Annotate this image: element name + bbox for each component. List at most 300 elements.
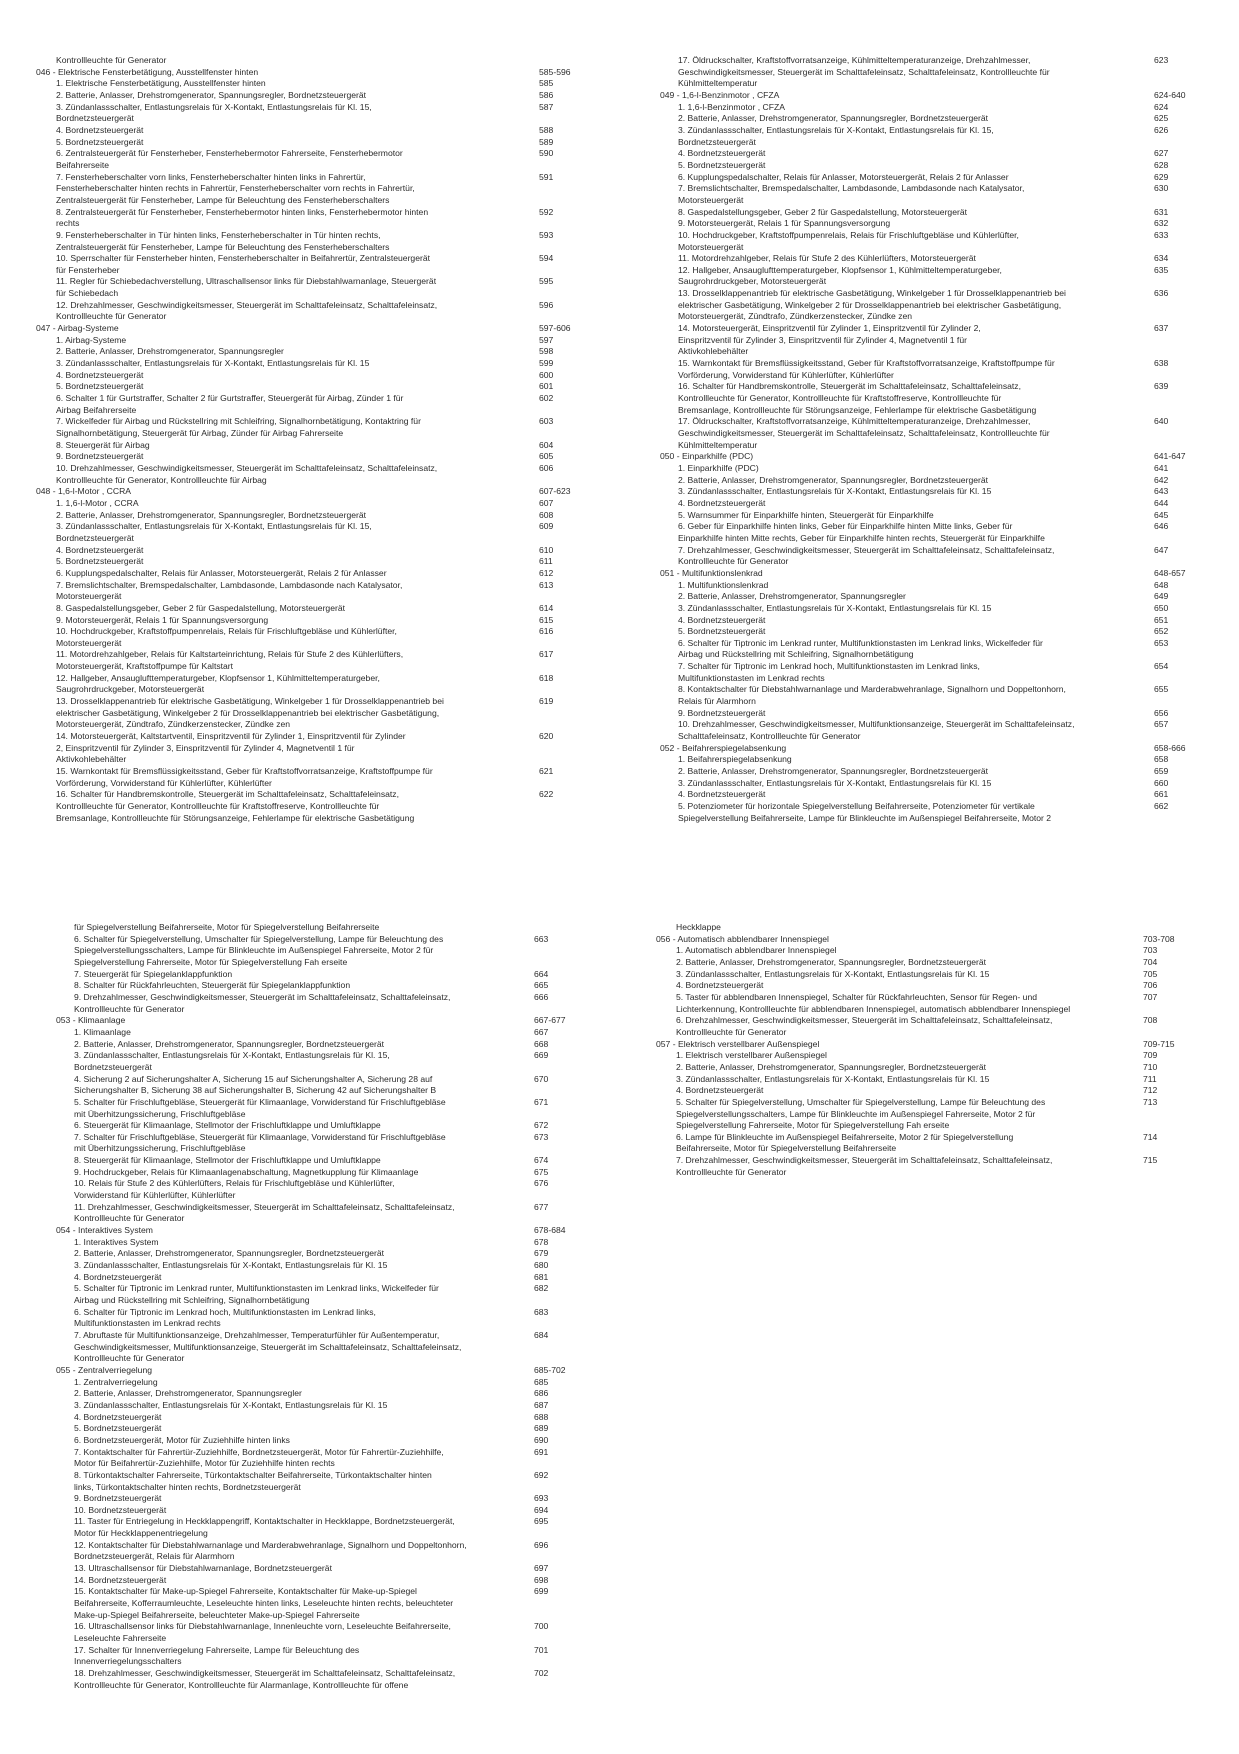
toc-entry (0, 1307, 620, 1319)
toc-entry-continuation (0, 649, 1239, 661)
toc-page-number: 641-647 (1154, 451, 1186, 462)
toc-entry (0, 125, 1239, 137)
toc-entry-title: 13. Drosselklappenantrieb für elektrische Gasbetätigung, Winkelgeber 1 für Drosselklappenantrieb bei (678, 288, 1066, 299)
toc-page-number: 662 (1154, 801, 1169, 811)
toc-page-number: 657 (1154, 719, 1169, 730)
toc-entry-title: Motorsteuergerät (678, 241, 744, 252)
toc-entry-title: 049 - 1,6-l-Benzinmotor , CFZA (660, 89, 780, 100)
toc-page-number: 699 (534, 1586, 549, 1597)
toc-entry (0, 1283, 620, 1295)
toc-entry (0, 1540, 620, 1552)
toc-page-number: 644 (1154, 497, 1169, 508)
toc-entry (0, 603, 1239, 615)
toc-page-number: 683 (534, 1306, 549, 1317)
toc-entry-title: Airbag Beifahrerseite (56, 404, 137, 415)
toc-entry-title: 8. Schalter für Rückfahrleuchten, Steuergerät für Spiegelanklappfunktion (74, 980, 351, 991)
toc-page-number: 636 (1154, 288, 1169, 299)
toc-entry (0, 1248, 620, 1260)
toc-entry-title: Kontrollleuchte für Generator (676, 1026, 787, 1037)
toc-page-number: 626 (1154, 124, 1169, 135)
toc-entry (0, 230, 1239, 242)
toc-entry-title: Bremsanlage, Kontrollleuchte für Störungsanzeige, Fehlerlampe für elektrische Gasbetätigung (678, 404, 1037, 415)
toc-entry-title: 4. Bordnetzsteuergerät (678, 497, 766, 508)
toc-entry-title: 1. Klimaanlage (74, 1026, 131, 1037)
toc-entry (0, 486, 1239, 498)
toc-entry-title: 17. Schalter für Innenverriegelung Fahrerseite, Lampe für Beleuchtung des (74, 1644, 360, 1655)
toc-entry-title: 4. Bordnetzsteuergerät (56, 369, 144, 380)
toc-page-number: 694 (534, 1504, 549, 1515)
toc-page-number: 592 (539, 206, 554, 217)
toc-entry-title: Multifunktionstasten im Lenkrad rechts (678, 672, 825, 683)
toc-page-number: 686 (534, 1388, 549, 1399)
toc-entry-title: rechts (56, 218, 80, 229)
toc-entry-title: 7. Wickelfeder für Airbag und Rückstellring mit Schleifring, Signalhornbetätigung, Kontaktring für (56, 416, 421, 427)
toc-page-number: 696 (534, 1539, 549, 1550)
toc-page-number: 688 (534, 1411, 549, 1422)
toc-entry-title: 4. Bordnetzsteuergerät (678, 148, 766, 159)
toc-entry-continuation (0, 922, 1239, 934)
toc-entry-title: 2. Batterie, Anlasser, Drehstromgenerator, Spannungsregler (74, 1388, 302, 1399)
toc-entry-title: 10. Bordnetzsteuergerät (74, 1504, 167, 1515)
toc-entry-continuation (0, 556, 1239, 568)
toc-entry (0, 1645, 620, 1657)
toc-page-number: 708 (1143, 1015, 1158, 1026)
toc-entry-title: 16. Schalter für Handbremskontrolle, Steuergerät im Schalttafeleinsatz, Schalttafeleinsatz, (56, 789, 399, 800)
toc-entry-title: 18. Drehzahlmesser, Geschwindigkeitsmesser, Steuergerät im Schalttafeleinsatz, Schalttafeleinsatz, (74, 1668, 456, 1678)
toc-page-number: 614 (539, 602, 554, 613)
toc-entry-title: Fensterheberschalter hinten rechts in Fahrertür, Fensterheberschalter vorn rechts in Fahrertür, (56, 183, 415, 194)
toc-page-number: 603 (539, 416, 554, 427)
toc-page-number: 692 (534, 1469, 549, 1480)
toc-entry-title: 8. Steuergerät für Airbag (56, 439, 150, 450)
toc-entry-continuation (0, 335, 1239, 347)
toc-entry (0, 1412, 620, 1424)
toc-entry-title: Motorsteuergerät (56, 591, 122, 602)
toc-entry-continuation (0, 1353, 620, 1365)
toc-page-number: 651 (1154, 614, 1169, 625)
toc-page-number: 676 (534, 1178, 549, 1189)
toc-page-number: 707 (1143, 991, 1158, 1002)
toc-entry-continuation (0, 1458, 620, 1470)
toc-entry-title: 3. Zündanlassschalter, Entlastungsrelais für X-Kontakt, Entlastungsrelais für Kl. 15 (678, 777, 992, 788)
toc-page-number: 652 (1154, 626, 1169, 637)
toc-entry-title: 17. Öldruckschalter, Kraftstoffvorratsanzeige, Kühlmitteltemperaturanzeige, Drehzahlmesser, (678, 55, 1031, 65)
toc-page-number: 675 (534, 1166, 549, 1177)
toc-entry-title: Kontrollleuchte für Generator (676, 1166, 787, 1177)
toc-page-number: 658-666 (1154, 742, 1186, 753)
toc-entry (0, 323, 1239, 335)
toc-entry-title: 2. Batterie, Anlasser, Drehstromgenerator, Spannungsregler, Bordnetzsteuergerät (678, 766, 989, 777)
toc-entry-title: Einspritzventil für Zylinder 3, Einspritzventil für Zylinder 4, Magnetventil 1 für (678, 334, 967, 345)
toc-entry-title: Spiegelverstellung Fahrerseite, Motor für Spiegelverstellung Fah erseite (676, 1120, 950, 1131)
toc-page-number: 595 (539, 276, 554, 287)
toc-entry-title: 12. Kontaktschalter für Diebstahlwarnanlage und Marderabwehranlage, Signalhorn und Doppeltonhorn, (74, 1539, 467, 1550)
toc-entry-title: Signalhornbetätigung, Steuergerät für Airbag, Zünder für Airbag Fahrerseite (56, 428, 344, 438)
toc-page-number: 646 (1154, 521, 1169, 532)
toc-page-number: 622 (539, 789, 554, 800)
toc-entry (0, 684, 1239, 696)
toc-page-number: 630 (1154, 183, 1169, 194)
toc-page-number: 596 (539, 299, 554, 310)
toc-page-number: 613 (539, 579, 554, 590)
toc-page-number: 602 (539, 393, 554, 404)
toc-entry-title: 7. Schalter für Frischluftgebläse, Steuergerät für Klimaanlage, Vorwiderstand für Frischluftgebläse (74, 1131, 446, 1142)
toc-page-number: 661 (1154, 789, 1169, 800)
toc-entry-title: Multifunktionstasten im Lenkrad rechts (74, 1318, 221, 1329)
toc-entry-title: 6. Drehzahlmesser, Geschwindigkeitsmesser, Steuergerät im Schalttafeleinsatz, Schalttafeleinsatz, (676, 1015, 1053, 1026)
toc-entry-title: 10. Hochdruckgeber, Kraftstoffpumpenrelais, Relais für Frischluftgebläse und Kühlerlüfter, (678, 229, 1019, 240)
toc-entry-continuation (0, 67, 1239, 79)
toc-entry-title: 9. Motorsteuergerät, Relais 1 für Spannungsversorgung (678, 218, 891, 229)
toc-entry-continuation (0, 1633, 620, 1645)
toc-entry-continuation (0, 311, 1239, 323)
toc-entry-title: 3. Zündanlassschalter, Entlastungsrelais für X-Kontakt, Entlastungsrelais für Kl. 15 (678, 486, 992, 497)
toc-entry-title: Kontrollleuchte für Generator (74, 1353, 185, 1364)
toc-entry-title: 052 - Beifahrerspiegelabsenkung (660, 742, 787, 753)
toc-section-heading (0, 1039, 1239, 1051)
toc-page-number: 601 (539, 381, 554, 392)
toc-entry-continuation (0, 813, 1239, 825)
toc-entry (0, 510, 1239, 522)
toc-entry (0, 1516, 620, 1528)
toc-entry-title: 6. Kupplungspedalschalter, Relais für Anlasser, Motorsteuergerät, Relais 2 für Anlasser (678, 171, 1009, 182)
toc-entry-continuation (0, 1680, 620, 1692)
toc-entry-title: 11. Drehzahlmesser, Geschwindigkeitsmesser, Steuergerät im Schalttafeleinsatz, Schalttafeleinsatz, (74, 1201, 455, 1212)
toc-page-number: 597 (539, 334, 554, 345)
toc-entry-title: 7. Schalter für Tiptronic im Lenkrad hoch, Multifunktionstasten im Lenkrad links, (678, 661, 980, 672)
toc-page-number: 682 (534, 1283, 549, 1294)
toc-entry (0, 1435, 620, 1447)
toc-entry (0, 265, 1239, 277)
toc-page-number: 698 (534, 1574, 549, 1585)
toc-entry-continuation (0, 1295, 620, 1307)
toc-entry-continuation (0, 393, 1239, 405)
toc-entry-title: 2, Einspritzventil für Zylinder 3, Einspritzventil für Zylinder 4, Magnetventil 1 für (56, 742, 355, 753)
toc-entry-title: 11. Motordrehzahlgeber, Relais für Stufe 2 des Kühlerlüfters, Motorsteuergerät (678, 253, 976, 264)
toc-page-number: 588 (539, 124, 554, 135)
toc-entry-title: Vorwiderstand für Kühlerlüfter, Kühlerlüfter (74, 1190, 236, 1201)
toc-entry-title: links, Türkontaktschalter hinten rechts, Bordnetzsteuergerät (74, 1481, 301, 1492)
toc-entry-title: 10. Relais für Stufe 2 des Kühlerlüfters, Relais für Frischluftgebläse und Kühlerlüfter, (74, 1178, 395, 1189)
toc-page-number: 711 (1143, 1073, 1157, 1084)
toc-entry-title: 7. Bremslichtschalter, Bremspedalschalter, Lambdasonde, Lambdasonde nach Katalysator, (678, 183, 1025, 194)
toc-entry (0, 1015, 1239, 1027)
toc-entry-continuation (0, 1482, 620, 1494)
toc-entry-title: 11. Motordrehzahlgeber, Relais für Kaltstarteinrichtung, Relais für Stufe 2 des Kühlerlüfters, (56, 649, 404, 660)
toc-entry-continuation (0, 1027, 1239, 1039)
toc-entry-title: 2. Batterie, Anlasser, Drehstromgenerator, Spannungsregler, Bordnetzsteuergerät (676, 1061, 987, 1072)
toc-entry (0, 288, 1239, 300)
toc-page-number: 706 (1143, 980, 1158, 991)
toc-entry (0, 475, 1239, 487)
toc-entry-title: 050 - Einparkhilfe (PDC) (660, 451, 754, 462)
toc-entry-title: 6. Schalter für Spiegelverstellung, Umschalter für Spiegelverstellung, Lampe für Beleuchtung des (74, 933, 444, 944)
toc-entry-title: 15. Warnkontakt für Bremsflüssigkeitsstand, Geber für Kraftstoffvorratsanzeige, Kraftstoffpumpe für (56, 766, 433, 777)
toc-entry-title: 8. Gaspedalstellungsgeber, Geber 2 für Gaspedalstellung, Motorsteuergerät (56, 602, 346, 613)
toc-page-number: 610 (539, 544, 554, 555)
toc-page-number: 629 (1154, 171, 1169, 182)
toc-page-number: 608 (539, 509, 554, 520)
toc-entry-title: 1. Multifunktionslenkrad (678, 579, 769, 590)
toc-page-number: 665 (534, 980, 549, 991)
toc-entry-title: 1. Elektrische Fensterbetätigung, Ausstellfenster hinten (56, 78, 266, 89)
toc-entry (0, 218, 1239, 230)
toc-page-number: 590 (539, 148, 554, 159)
toc-entry-title: Motor für Heckklappenentriegelung (74, 1528, 208, 1539)
toc-entry-title: 7. Kontaktschalter für Fahrertür-Zuziehhilfe, Bordnetzsteuergerät, Motor für Fahrertür-Zuziehhilfe, (74, 1446, 444, 1457)
toc-entry-title: Leseleuchte Fahrerseite (74, 1633, 167, 1644)
toc-page-number: 617 (539, 649, 554, 660)
toc-entry-title: 046 - Elektrische Fensterbetätigung, Ausstellfenster hinten (36, 66, 259, 77)
toc-entry (0, 1074, 1239, 1086)
toc-entry-title: 1. Airbag-Systeme (56, 334, 127, 345)
toc-entry-continuation (0, 346, 1239, 358)
toc-entry-title: 14. Bordnetzsteuergerät (74, 1574, 167, 1585)
toc-entry-title: 4. Sicherung 2 auf Sicherungshalter A, Sicherung 15 auf Sicherungshalter A, Sicherung 28 auf (74, 1073, 433, 1084)
toc-entry-title: Motorsteuergerät, Zündtrafo, Zündkerzenstecker, Zündke zen (56, 719, 291, 730)
toc-entry (0, 626, 1239, 638)
toc-entry-continuation (0, 1143, 1239, 1155)
toc-page-number: 640 (1154, 416, 1169, 427)
toc-entry (0, 615, 1239, 627)
toc-page-number: 593 (539, 229, 554, 240)
toc-page-number: 645 (1154, 509, 1169, 520)
toc-entry-title: 3. Zündanlassschalter, Entlastungsrelais für X-Kontakt, Entlastungsrelais für Kl. 15 (74, 1399, 388, 1410)
toc-section-heading (0, 743, 1239, 755)
toc-entry-title: elektrischer Gasbetätigung, Winkelgeber 2 für Drosselklappenantrieb bei elektrischer Gasbetätigung, (678, 299, 1062, 310)
toc-page-number: 647 (1154, 544, 1169, 555)
toc-page-number: 619 (539, 696, 554, 707)
toc-entry (0, 1097, 1239, 1109)
toc-entry (0, 172, 1239, 184)
toc-section-heading (0, 451, 1239, 463)
toc-entry-continuation (0, 1109, 1239, 1121)
toc-page-bottom-right (0, 922, 1239, 1222)
toc-entry-continuation (0, 1004, 1239, 1016)
toc-page-number: 653 (1154, 637, 1169, 648)
toc-entry-title: Kühlmitteltemperatur (678, 439, 758, 450)
toc-entry-title: Airbag und Rückstellring mit Schleifring, Signalhornbetätigung (678, 649, 914, 660)
toc-entry-title: Kontrollleuchte für Generator (74, 1003, 185, 1014)
toc-page-number: 709-715 (1143, 1038, 1175, 1049)
toc-entry-title: Kühlmitteltemperatur (678, 78, 758, 89)
toc-entry-title: Spiegelverstellung Fahrerseite, Motor für Spiegelverstellung Fah erseite (74, 956, 348, 967)
toc-entry-title: Kontrollleuchte für Generator (678, 556, 789, 567)
toc-entry (0, 789, 1239, 801)
toc-entry (0, 1272, 620, 1284)
toc-page-number: 604 (539, 439, 554, 450)
toc-entry-title: 8. Gaspedalstellungsgeber, Geber 2 für Gaspedalstellung, Motorsteuergerät (678, 206, 968, 217)
toc-page-number: 625 (1154, 113, 1169, 124)
toc-entry-continuation (0, 1656, 620, 1668)
toc-page-number: 600 (539, 369, 554, 380)
toc-page-number: 631 (1154, 206, 1169, 217)
toc-entry-continuation (0, 440, 1239, 452)
toc-page-number: 628 (1154, 159, 1169, 170)
toc-entry-title: Saugrohrdruckgeber, Motorsteuergerät (678, 276, 827, 287)
toc-entry (0, 1330, 620, 1342)
toc-entry-title: 9. Hochdruckgeber, Relais für Klimaanlagenabschaltung, Magnetkupplung für Klimaanlage (74, 1166, 419, 1177)
toc-entry-title: Spiegelverstellungsschalters, Lampe für Blinkleuchte im Außenspiegel Fahrerseite, Motor 2 für (74, 945, 434, 956)
toc-page-number: 660 (1154, 777, 1169, 788)
toc-entry-title: 12. Hallgeber, Ansauglufttemperaturgeber, Klopfsensor 1, Kühlmitteltemperaturgeber, (678, 264, 1002, 275)
toc-entry-title: Aktivkohlebehälter (56, 754, 127, 765)
toc-entry-continuation (0, 696, 1239, 708)
toc-entry-title: 2. Batterie, Anlasser, Drehstromgenerator, Spannungsregler, Bordnetzsteuergerät (676, 956, 987, 967)
toc-entry (0, 1237, 620, 1249)
toc-entry-title: Kontrollleuchte für Generator, Kontrollleuchte für Kraftstoffreserve, Kontrollleuchte für (678, 393, 1002, 404)
toc-page-number: 605 (539, 451, 554, 462)
toc-entry-title: 17. Öldruckschalter, Kraftstoffvorratsanzeige, Kühlmitteltemperaturanzeige, Drehzahlmesser, (678, 416, 1031, 427)
toc-page-number: 616 (539, 626, 554, 637)
toc-page-number: 642 (1154, 474, 1169, 485)
toc-page-number: 634 (1154, 253, 1169, 264)
toc-entry (0, 1132, 1239, 1144)
toc-entry (0, 55, 1239, 67)
toc-entry-title: Zentralsteuergerät für Fensterheber, Lampe für Beleuchtung des Fensterheberschalters (56, 241, 390, 252)
toc-page-number: 654 (1154, 661, 1169, 672)
toc-entry-title: 051 - Multifunktionslenkrad (660, 567, 763, 578)
toc-entry-title: 047 - Airbag-Systeme (36, 323, 119, 334)
toc-entry-title: 3. Zündanlassschalter, Entlastungsrelais für X-Kontakt, Entlastungsrelais für Kl. 15, (56, 101, 372, 112)
toc-page-number: 663 (534, 933, 549, 944)
toc-entry-title: Geschwindigkeitsmesser, Steuergerät im Schalttafeleinsatz, Schalttafeleinsatz, Kontrollleuchte für (678, 428, 1050, 438)
toc-entry-title: 6. Kupplungspedalschalter, Relais für Anlasser, Motorsteuergerät, Relais 2 für Anlasser (56, 567, 387, 578)
toc-page-number: 638 (1154, 358, 1169, 369)
toc-entry-title: für Fensterheber (56, 264, 120, 275)
toc-page-top-right (0, 55, 1239, 832)
toc-entry-title: 14. Motorsteuergerät, Kaltstartventil, Einspritzventil für Zylinder 1, Einspritzventil für Zylinder (56, 731, 406, 742)
toc-page-number: 623 (1154, 55, 1169, 65)
toc-entry-continuation (0, 1120, 1239, 1132)
toc-entry-continuation (0, 1318, 620, 1330)
toc-page-number: 650 (1154, 602, 1169, 613)
toc-entry-title: 3. Zündanlassschalter, Entlastungsrelais für X-Kontakt, Entlastungsrelais für Kl. 15 (676, 968, 990, 979)
toc-entry-title: 5. Schalter für Spiegelverstellung, Umschalter für Spiegelverstellung, Lampe für Beleuchtung des (676, 1096, 1046, 1107)
toc-page-number: 666 (534, 991, 549, 1002)
toc-entry-title: 5. Bordnetzsteuergerät (56, 556, 144, 567)
toc-page-number: 639 (1154, 381, 1169, 392)
toc-entry (0, 463, 1239, 475)
toc-entry-title: 3. Zündanlassschalter, Entlastungsrelais für X-Kontakt, Entlastungsrelais für Kl. 15 (74, 1260, 388, 1271)
toc-entry-title: 2. Batterie, Anlasser, Drehstromgenerator, Spannungsregler (56, 346, 284, 357)
toc-entry (0, 102, 1239, 114)
toc-entry-title: Kontrollleuchte für Generator (56, 311, 167, 322)
toc-entry-title: 1. Elektrisch verstellbarer Außenspiegel (676, 1050, 827, 1061)
toc-page-number: 714 (1143, 1131, 1158, 1142)
toc-page-number: 635 (1154, 264, 1169, 275)
toc-entry-title: Vorförderung, Vorwiderstand für Kühlerlüfter, Kühlerlüfter (678, 369, 894, 380)
toc-entry-title: Bordnetzsteuergerät (56, 532, 134, 543)
toc-page-number: 607 (539, 497, 554, 508)
toc-entry-title: Kontrollleuchte für Generator, Kontrollleuchte für Airbag (56, 474, 267, 485)
toc-entry-continuation (0, 428, 1239, 440)
toc-entry-title: 5. Taster für abblendbaren Innenspiegel, Schalter für Rückfahrleuchten, Sensor für Regen- und (676, 991, 1037, 1002)
toc-entry (0, 1085, 1239, 1097)
toc-page-number: 674 (534, 1155, 549, 1166)
toc-entry-title: 5. Bordnetzsteuergerät (678, 159, 766, 170)
toc-page-number: 697 (534, 1563, 549, 1574)
toc-entry-title: 11. Regler für Schiebedachverstellung, Ultraschallsensor links für Diebstahlwarnanlage, Steuergerät (56, 276, 437, 287)
toc-entry-title: 7. Drehzahlmesser, Geschwindigkeitsmesser, Steuergerät im Schalttafeleinsatz, Schalttafeleinsatz, (678, 544, 1055, 555)
toc-entry-title: Motorsteuergerät (678, 194, 744, 205)
toc-page-number: 649 (1154, 591, 1169, 602)
toc-page-number: 637 (1154, 323, 1169, 334)
toc-entry-continuation (0, 242, 1239, 254)
toc-entry-title: Schalttafeleinsatz, Kontrollleuchte für Generator (678, 731, 861, 742)
toc-entry-title: 4. Bordnetzsteuergerät (56, 124, 144, 135)
toc-entry-title: 2. Batterie, Anlasser, Drehstromgenerator, Spannungsregler, Bordnetzsteuergerät (678, 113, 989, 124)
toc-page-number: 703 (1143, 945, 1158, 956)
toc-entry (0, 1388, 620, 1400)
toc-entry (0, 1505, 620, 1517)
toc-entry-continuation (0, 1167, 1239, 1179)
toc-entry-title: 7. Fensterheberschalter vorn links, Fensterheberschalter hinten links in Fahrertür, (56, 171, 366, 182)
toc-page-number: 597-606 (539, 323, 571, 334)
toc-entry (0, 1377, 620, 1389)
toc-entry-title: 4. Bordnetzsteuergerät (74, 1271, 162, 1282)
toc-entry-title: Beifahrerseite, Kofferraumleuchte, Leseleuchte hinten links, Leseleuchte hinten rechts, beleuchteter (74, 1598, 454, 1609)
toc-entry-title: Bremsanlage, Kontrollleuchte für Störungsanzeige, Fehlerlampe für elektrische Gasbetätigung (56, 812, 415, 823)
toc-entry (0, 207, 1239, 219)
toc-entry-title: 4. Bordnetzsteuergerät (678, 614, 766, 625)
toc-entry-title: Innenverriegelungsschalters (74, 1656, 182, 1667)
toc-entry-title: 13. Drosselklappenantrieb für elektrische Gasbetätigung, Winkelgeber 1 für Drosselklappenantrieb bei (56, 696, 444, 707)
toc-page-number: 621 (539, 766, 554, 777)
toc-entry (0, 416, 1239, 428)
toc-page-number: 632 (1154, 218, 1169, 229)
toc-entry-title: 9. Drehzahlmesser, Geschwindigkeitsmesser, Steuergerät im Schalttafeleinsatz, Schalttafeleinsatz, (74, 991, 451, 1002)
toc-page-number: 615 (539, 614, 554, 625)
toc-entry (0, 1668, 620, 1680)
toc-entry-continuation (0, 731, 1239, 743)
toc-page-number: 679 (534, 1248, 549, 1259)
toc-entry-title: 3. Zündanlassschalter, Entlastungsrelais für X-Kontakt, Entlastungsrelais für Kl. 15 (56, 358, 370, 369)
toc-entry-title: Heckklappe (676, 922, 721, 932)
toc-page-number: 671 (534, 1096, 549, 1107)
toc-entry (0, 253, 1239, 265)
toc-page-number: 709 (1143, 1050, 1158, 1061)
toc-page-number: 713 (1143, 1096, 1158, 1107)
toc-page-number: 620 (539, 731, 554, 742)
toc-page-number: 667 (534, 1026, 549, 1037)
toc-entry-title: 8. Türkontaktschalter Fahrerseite, Türkontaktschalter Beifahrerseite, Türkontaktschalter hinten (74, 1469, 432, 1480)
toc-entry-title: 2. Batterie, Anlasser, Drehstromgenerator, Spannungsregler, Bordnetzsteuergerät (56, 509, 367, 520)
toc-entry-title: 5. Schalter für Tiptronic im Lenkrad runter, Multifunktionstasten im Lenkrad links, Wickelfeder für (74, 1283, 439, 1294)
toc-page-number: 589 (539, 136, 554, 147)
toc-page-number: 611 (539, 556, 553, 567)
toc-entry (0, 545, 1239, 557)
toc-page-number: 680 (534, 1260, 549, 1271)
toc-entry-title: 8. Zentralsteuergerät für Fensterheber, Fensterhebermotor hinten links, Fensterhebermotor hinten (56, 206, 429, 217)
toc-entry-title: 6. Bordnetzsteuergerät, Motor für Zuziehhilfe hinten links (74, 1434, 290, 1445)
toc-entry-title: Zentralsteuergerät für Fensterheber, Lampe für Beleuchtung des Fensterheberschalters (56, 194, 390, 205)
toc-entry (0, 1062, 1239, 1074)
toc-entry (0, 754, 1239, 766)
toc-entry-title: 053 - Klimaanlage (56, 1015, 126, 1026)
toc-entry-title: 9. Bordnetzsteuergerät (56, 451, 144, 462)
toc-entry-continuation (0, 533, 1239, 545)
toc-entry-title: 5. Bordnetzsteuergerät (74, 1423, 162, 1434)
toc-page-number: 670 (534, 1073, 549, 1084)
toc-entry-title: Motor für Beifahrertür-Zuziehhilfe, Motor für Zuziehhilfe hinten rechts (74, 1458, 335, 1469)
toc-entry-continuation (0, 300, 1239, 312)
toc-page-number: 678-684 (534, 1225, 566, 1236)
toc-entry-title: 9. Bordnetzsteuergerät (74, 1493, 162, 1504)
toc-entry-title: Saugrohrdruckgeber, Motorsteuergerät (56, 684, 205, 695)
toc-page-number: 586 (539, 89, 554, 100)
toc-entry-title: 5. Bordnetzsteuergerät (56, 381, 144, 392)
